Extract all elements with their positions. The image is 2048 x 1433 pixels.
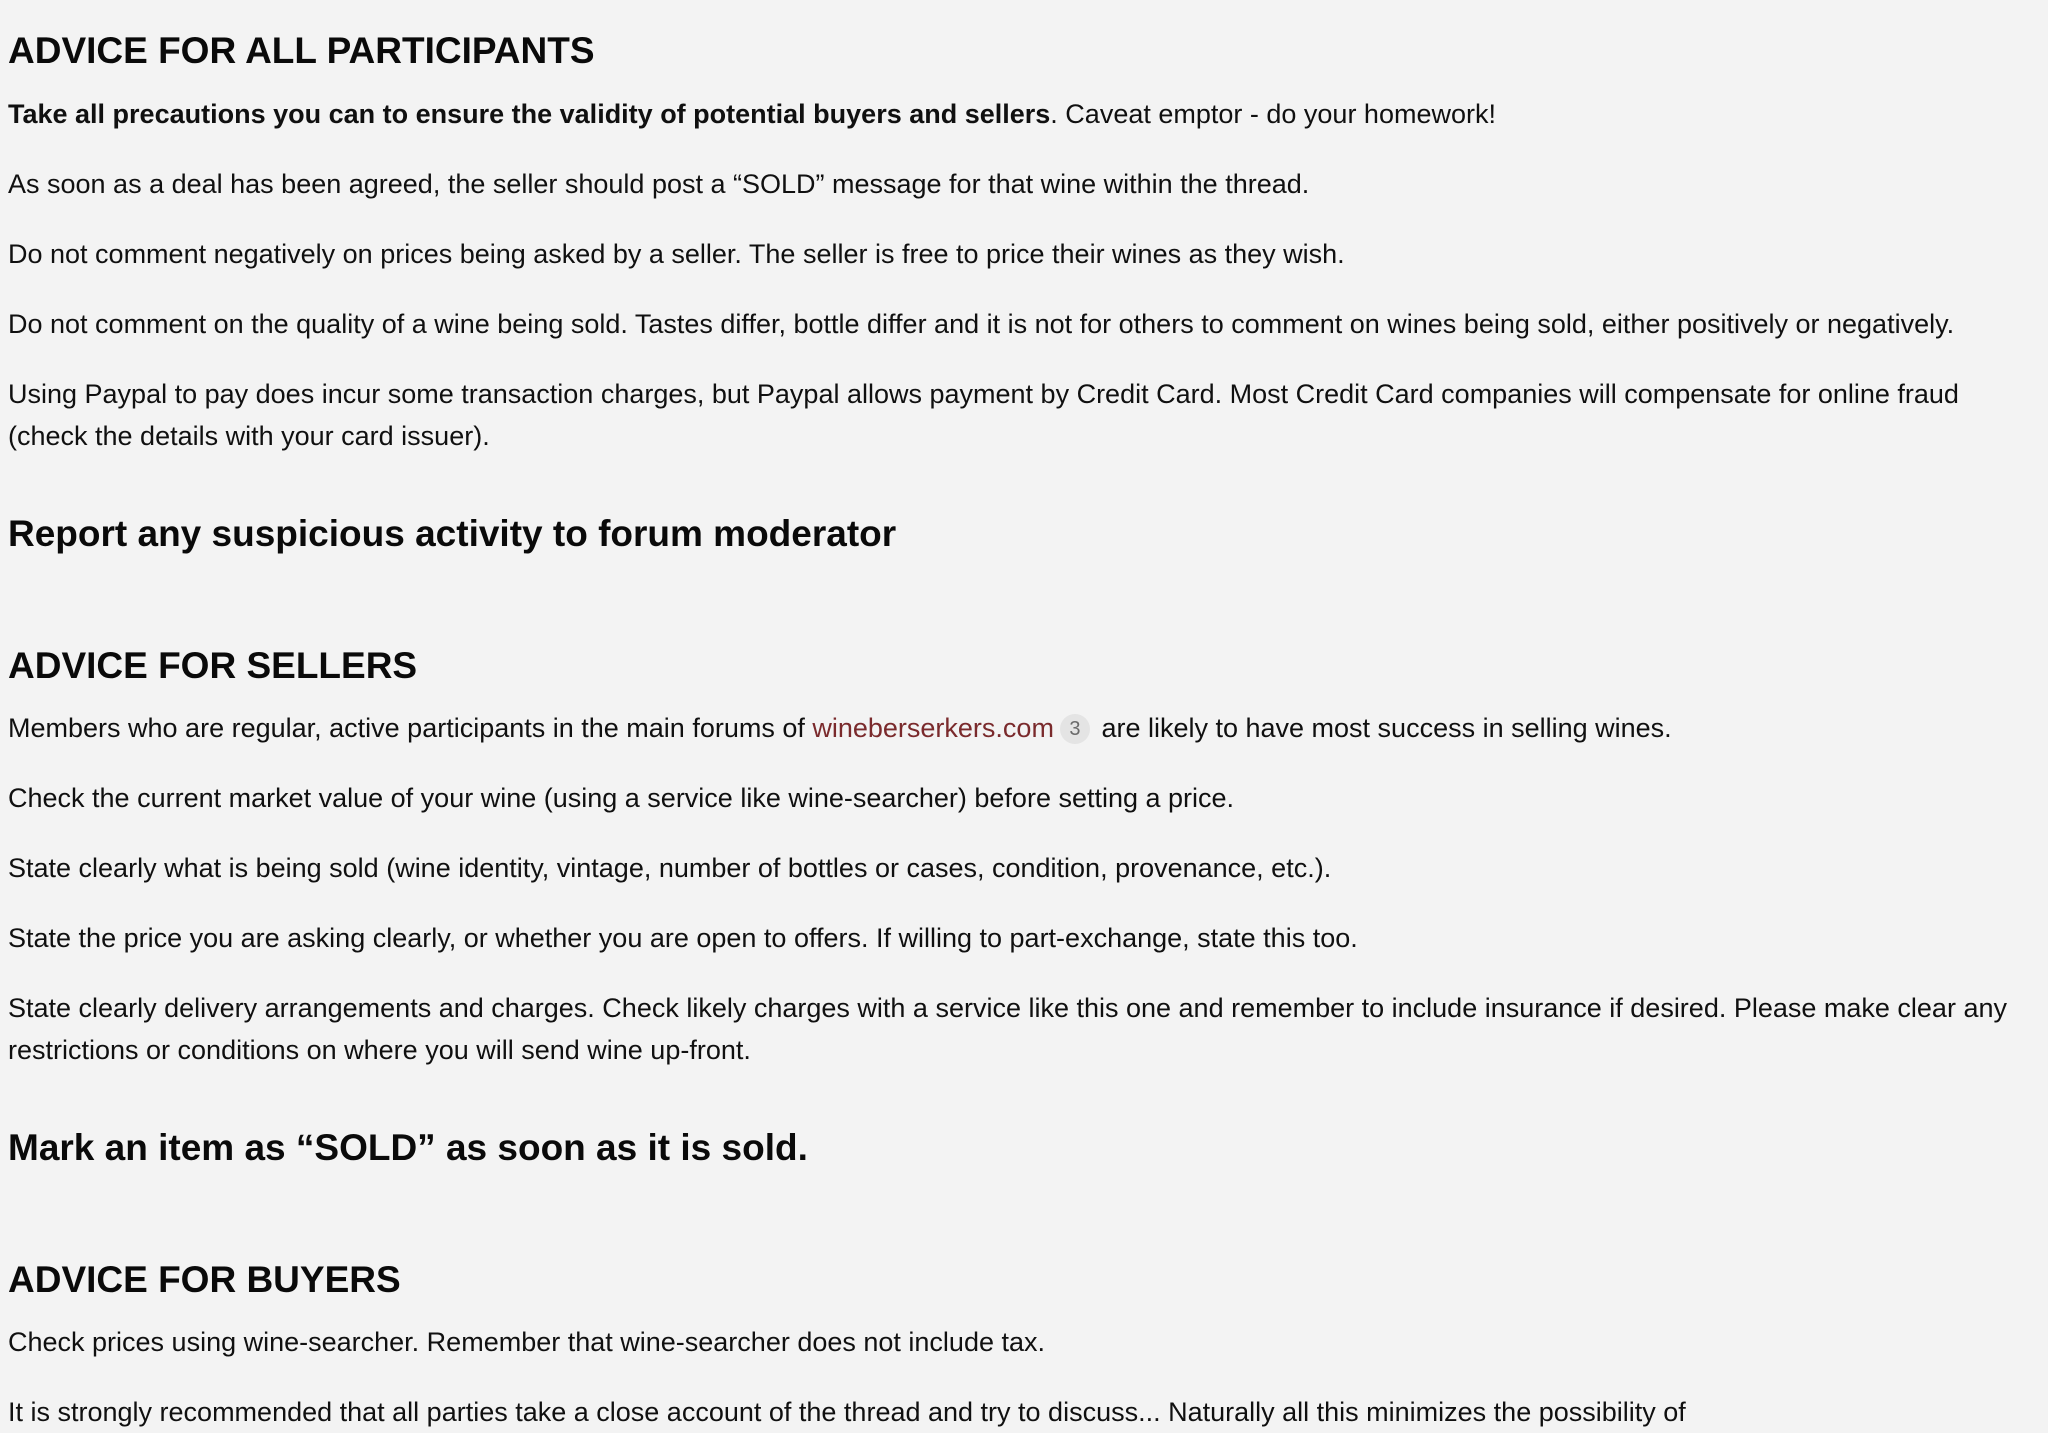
paragraph-no-price-comments: Do not comment negatively on prices being asked by a seller. The seller is free to price their wines as they wish. [8, 239, 1345, 269]
regular-members-text-before: Members who are regular, active participants in the main forums of [8, 713, 813, 743]
regular-members-text-after: are likely to have most success in selling wines. [1093, 713, 1672, 743]
wineberserkers-link[interactable]: wineberserkers.com [812, 713, 1054, 743]
paypal-line-2: (check the details with your card issuer). [8, 421, 490, 451]
paragraph-delivery [8, 987, 2007, 1071]
link-click-count-badge: 3 [1060, 714, 1090, 744]
delivery-line-2: restrictions or conditions on where you will send wine up-front. [8, 1035, 751, 1065]
heading-sellers: ADVICE FOR SELLERS [8, 645, 418, 686]
paragraph-market-value: Check the current market value of your wine (using a service like wine-searcher) before setting a price. [8, 783, 1235, 813]
precautions-rest-text: . Caveat emptor - do your homework! [1050, 99, 1496, 129]
paragraph-sold-message: As soon as a deal has been agreed, the seller should post a “SOLD” message for that wine within the thread. [8, 169, 1310, 199]
paragraph-no-quality-comments: Do not comment on the quality of a wine being sold. Tastes differ, bottle differ and it is not for others to comment on wines being sold, either positively or negatively. [8, 309, 1955, 339]
paragraph-regular-members [8, 707, 1672, 749]
precautions-bold-text: Take all precautions you can to ensure the validity of potential buyers and sellers [8, 99, 1051, 129]
paragraph-buyers-cutoff: It is strongly recommended that all parties take a close account of the thread and try to discuss... Naturally all this minimizes the possibility of [8, 1397, 1686, 1427]
heading-all-participants: ADVICE FOR ALL PARTICIPANTS [8, 30, 595, 71]
paragraph-precautions [8, 93, 1496, 135]
delivery-line-1: State clearly delivery arrangements and charges. Check likely charges with a service like this one and remember to include insurance if desired. Please make clear any [8, 993, 2007, 1023]
heading-mark-sold: Mark an item as “SOLD” as soon as it is sold. [8, 1127, 808, 1168]
paragraph-check-prices: Check prices using wine-searcher. Remember that wine-searcher does not include tax. [8, 1327, 1045, 1357]
paragraph-state-price: State the price you are asking clearly, or whether you are open to offers. If willing to part-exchange, state this too. [8, 923, 1358, 953]
paypal-line-1: Using Paypal to pay does incur some transaction charges, but Paypal allows payment by Credit Card. Most Credit Card companies will compensate for online fraud [8, 379, 1959, 409]
heading-buyers: ADVICE FOR BUYERS [8, 1259, 401, 1300]
heading-report-suspicious: Report any suspicious activity to forum moderator [8, 513, 897, 554]
paragraph-state-items: State clearly what is being sold (wine identity, vintage, number of bottles or cases, condition, provenance, etc.). [8, 853, 1332, 883]
paragraph-paypal [8, 373, 1959, 457]
